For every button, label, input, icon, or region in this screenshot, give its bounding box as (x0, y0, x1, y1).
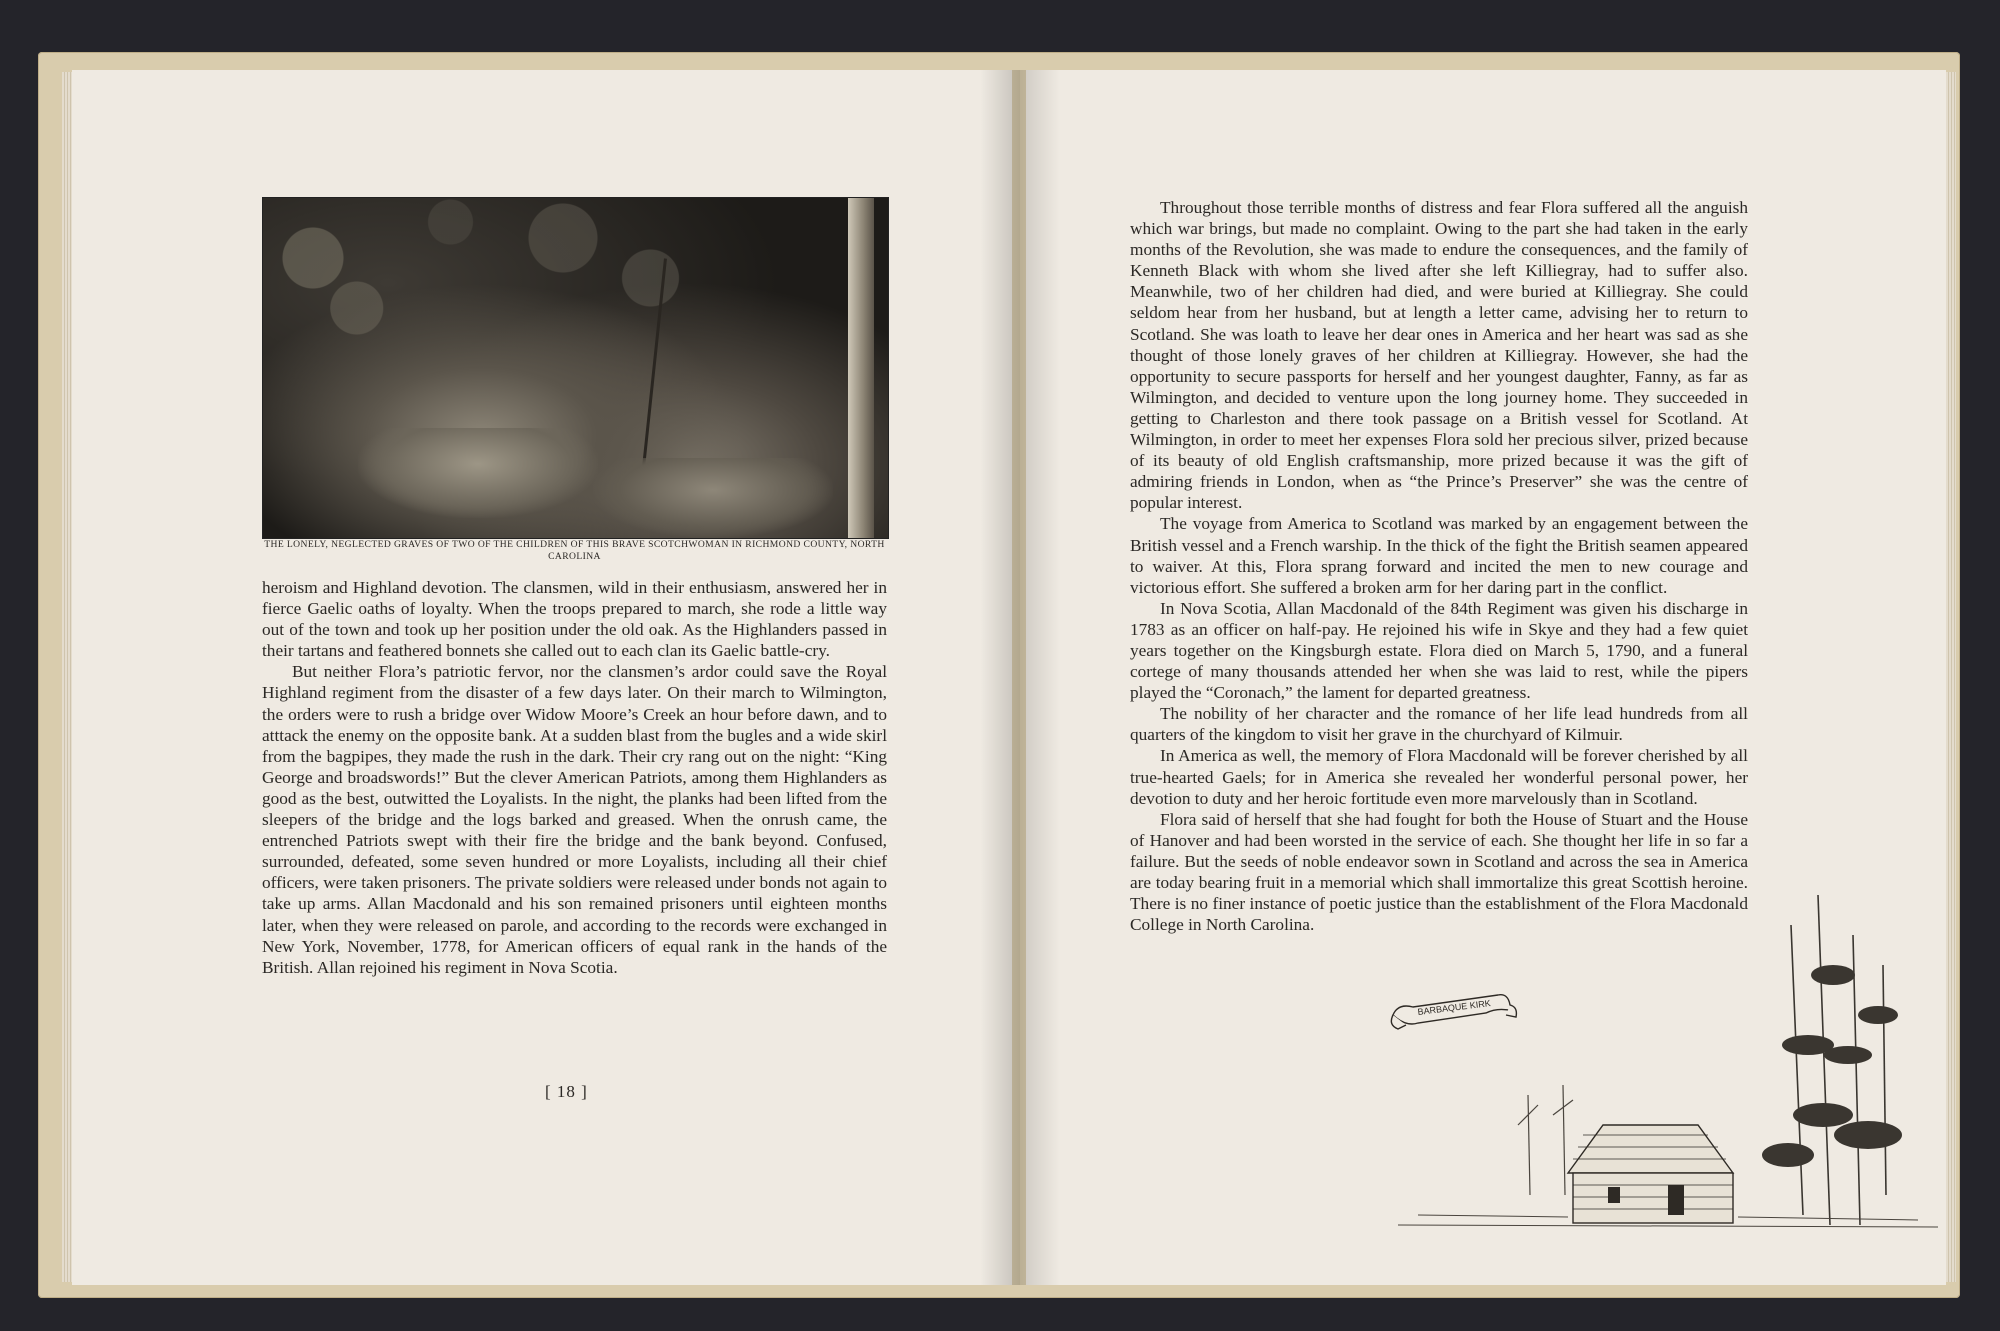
photo-tree-trunk (848, 198, 874, 538)
photo-grave-mound (593, 458, 833, 538)
barbaque-kirk-sketch (1378, 895, 1948, 1235)
photo-foliage (263, 198, 888, 398)
paragraph: But neither Flora’s patriotic fervor, nor the clansmen’s ardor could save the Royal Highland regiment from the disaster of a few days later. On their march to Wilmington, the orders were to rush a bridge over Widow Moore’s Creek an hour before dawn, and to atttack the enemy on the opposite bank. At a sudden blast from the bugles and a wide skirl from the bagpipes, they made the rush in the dark. Their cry rang out on the night: “King George and broadswords!” But the clever American Patriots, among them Highlanders as good as the best, outwitted the Loyalists. In the night, the planks had been lifted from the sleepers of the bridge and the logs barked and greased. When the onrush came, the entrenched Patriots swept with their fire the bridge and the bank beyond. Confused, surrounded, defeated, some seven hundred or more Loyalists, including all their chief officers, were taken prisoners. The private soldiers were released under bonds not again to take up arms. Allan Macdonald and his son remained prisoners until eighteen months later, when they were released on parole, and according to the records were exchanged in New York, November, 1778, for American officers of equal rank in the hands of the British. Allan rejoined his regiment in Nova Scotia. (262, 662, 887, 977)
photo-caption: THE LONELY, NEGLECTED GRAVES OF TWO OF THE CHILDREN OF THIS BRAVE SCOTCHWOMAN IN RICHMOND COUNTY, NORTH CAROLINA (264, 539, 885, 562)
right-page-text (1130, 197, 1748, 935)
graves-photograph (262, 197, 889, 539)
paragraph: The voyage from America to Scotland was marked by an engagement between the British vessel and a French warship. In the thick of the fight the British seamen appeared to waiver. At this, Flora sprang forward and incited the men to new courage and victorious effort. She suffered a broken arm for her daring part in the conflict. (1130, 514, 1748, 597)
photo-grave-mound (358, 428, 598, 518)
paragraph: In Nova Scotia, Allan Macdonald of the 84th Regiment was given his discharge in 1783 as an officer on half-pay. He rejoined his wife in Skye and they had a few quiet years together on the Kingsburgh estate. Flora died on March 5, 1790, and a funeral cortege of many thousands attended her when she was laid to rest, while the pipers played the “Coronach,” the lament for departed greatness. (1130, 598, 1748, 703)
paragraph: The nobility of her character and the romance of her life lead hundreds from all quarters of the kingdom to visit her grave in the churchyard of Kilmuir. (1130, 704, 1748, 745)
left-page-text (262, 577, 887, 978)
gutter-shadow-right (1020, 70, 1060, 1285)
sketch-banner-label: BARBAQUE KIRK (1417, 998, 1492, 1017)
page-number: [ 18 ] (545, 1082, 588, 1101)
paragraph: In America as well, the memory of Flora Macdonald will be forever cherished by all true-hearted Gaels; for in America she revealed her wonderful personal power, her devotion to duty and her heroic fortitude even more marvelously than in Scotland. (1130, 746, 1748, 808)
paragraph: Flora said of herself that she had fought for both the House of Stuart and the House of Hanover and had been worsted in the service of each. She thought her life in so far a failure. But the seeds of noble endeavor sown in Scotland and across the sea in America are today bearing fruit in a memorial which shall immortalize this great Scottish heroine. There is no finer instance of poetic justice than the establishment of the Flora Macdonald College in North Carolina. (1130, 809, 1748, 935)
paragraph: Throughout those terrible months of distress and fear Flora suffered all the anguish which war brings, but made no complaint. Owing to the part she had taken in the early months of the Revolution, she was made to endure the consequences, and the family of Kenneth Black with whom she lived after she left Killiegray, had to suffer also. Meanwhile, two of her children had died, and were buried at Killiegray. She could seldom hear from her husband, but at length a letter came, advising her to return to Scotland. She was loath to leave her dear ones in America and her heart was sad as she thought of those lonely graves of her children at Killiegray. However, she had the opportunity to secure passports for herself and her youngest daughter, Fanny, as far as Wilmington, and decided to venture upon the long journey home. They succeeded in getting to Charleston and there took passage on a British vessel for Scotland. At Wilmington, in order to meet her expenses Flora sold her precious silver, prized because of its beauty of old English craftsmanship, more prized because it was the gift of admiring friends in London, when as “the Prince’s Preserver” she was the centre of popular interest. (1130, 198, 1748, 513)
page-edges-left (62, 72, 72, 1282)
paragraph: heroism and Highland devotion. The clansmen, wild in their enthusiasm, answered her in fierce Gaelic oaths of loyalty. When the troops prepared to march, she rode a little way out of the town and took up her position under the old oak. As the Highlanders passed in their tartans and feathered bonnets she called out to each clan its Gaelic battle-cry. (262, 578, 887, 661)
gutter-shadow-left (980, 70, 1020, 1285)
